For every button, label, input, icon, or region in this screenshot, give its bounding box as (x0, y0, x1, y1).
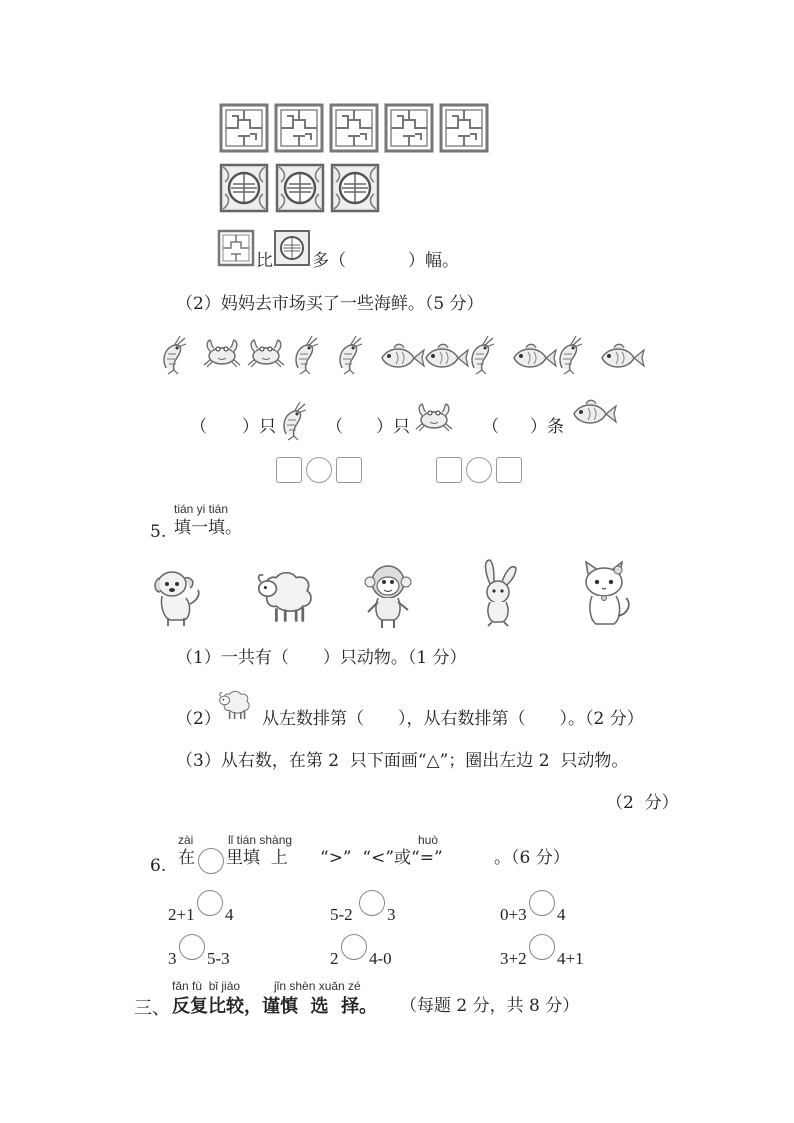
q6-zai: 在 (178, 848, 195, 868)
fish-icon (510, 340, 560, 376)
problem-left: 0+3 (500, 905, 527, 924)
shrimp-icon (466, 334, 506, 378)
shrimp-icon (554, 334, 594, 378)
q5-sub2-rest: 从左数排第（ ），从右数排第（ ）。（2 分） (262, 709, 644, 729)
fish-icon (378, 340, 428, 376)
problem-left: 5-2 (330, 905, 353, 924)
answer-box[interactable] (336, 457, 362, 483)
monkey-icon (360, 560, 424, 632)
answer-circle[interactable] (529, 934, 555, 960)
fish-icon (598, 340, 648, 376)
seafood-row (158, 334, 658, 380)
round-lattice-icon (220, 164, 380, 214)
shrimp-icon (334, 334, 374, 378)
answer-circle[interactable] (359, 890, 385, 916)
q5-title: 填一填。 (174, 518, 242, 538)
sheep-icon (250, 560, 314, 632)
q5-sub3: （3）从右数，在第 2 只下面画“△”；圈出左边 2 只动物。 (176, 751, 629, 771)
q6-number: 6. (150, 856, 167, 876)
square-lattice-icon (220, 104, 490, 154)
example-circle (198, 848, 224, 874)
lattice-row-round (220, 164, 380, 214)
q6-pinyin-zai: zài (178, 833, 194, 847)
answer-box[interactable] (496, 457, 522, 483)
compare-circle[interactable] (306, 457, 332, 483)
fish-count-close: ）条 (530, 417, 564, 437)
sheep-icon (216, 688, 262, 726)
problem-right: 4+1 (557, 949, 584, 968)
q6-pinyin-li: lǐ tián shàng (228, 833, 293, 847)
problem-right: 4-0 (369, 949, 392, 968)
q6-symbols: “>” “<”或“=” (320, 848, 443, 868)
section3-pinyin-jinshen: jǐn shèn xuǎn zé (274, 979, 361, 993)
q6-problems (168, 888, 608, 968)
q6-score: 。（6 分） (494, 848, 570, 868)
q5-sub2-prefix: （2） (176, 709, 221, 729)
crab-icon (202, 334, 242, 378)
section3-title: 反复比较，谨慎 选 择。 (172, 996, 378, 1017)
cat-icon (574, 560, 638, 632)
problem-left: 3 (168, 949, 177, 968)
seafood-count-line (190, 396, 640, 440)
problem-left: 3+2 (500, 949, 527, 968)
compare-problem (168, 932, 318, 968)
q5-pinyin: tián yi tián (174, 502, 229, 516)
compare-box-group-1 (276, 457, 366, 485)
section3-score: （每题 2 分，共 8 分） (400, 996, 580, 1016)
section3-number: 三、 (134, 998, 170, 1019)
compare-problem (330, 888, 480, 924)
fish-icon (570, 396, 620, 432)
crab-count-open: （ (326, 417, 343, 437)
answer-circle[interactable] (529, 890, 555, 916)
compare-end-text: ）幅。 (408, 251, 459, 271)
crab-icon (246, 334, 286, 378)
compare-bi-text: 比 (256, 251, 273, 271)
section3-pinyin-fanfu: fǎn fù bǐ jiào (172, 979, 241, 993)
crab-icon (414, 398, 454, 432)
shrimp-count-open: （ (190, 417, 207, 437)
shrimp-count-close: ）只 (242, 417, 276, 437)
compare-line (218, 230, 518, 270)
problem-right: 3 (387, 905, 396, 924)
problem-right: 4 (225, 905, 234, 924)
q5-sub3-score: （2 分） (606, 793, 679, 813)
shrimp-icon (278, 400, 308, 440)
fish-count-open: （ (482, 417, 499, 437)
q6-pinyin-huo: huò (418, 833, 439, 847)
problem-right: 4 (557, 905, 566, 924)
compare-problem (500, 888, 650, 924)
answer-box[interactable] (436, 457, 462, 483)
answer-circle[interactable] (341, 934, 367, 960)
animal-row (150, 560, 670, 636)
compare-circle[interactable] (466, 457, 492, 483)
problem-left: 2+1 (168, 905, 195, 924)
problem-left: 2 (330, 949, 339, 968)
shrimp-icon (290, 334, 330, 378)
square-lattice-icon (218, 230, 254, 266)
round-lattice-icon (274, 230, 310, 266)
compare-problem (168, 888, 318, 924)
q5-sub1: （1）一共有（ ）只动物。（1 分） (176, 648, 467, 668)
q5-number: 5. (150, 522, 167, 542)
q5-sub2-line (176, 688, 696, 728)
fish-icon (422, 340, 472, 376)
lattice-row-square (220, 104, 490, 154)
rabbit-icon (470, 560, 534, 632)
answer-circle[interactable] (179, 934, 205, 960)
compare-box-group-2 (436, 457, 526, 485)
compare-problem (330, 932, 480, 968)
shrimp-icon (158, 334, 198, 378)
compare-problem (500, 932, 650, 968)
crab-count-close: ）只 (376, 417, 410, 437)
answer-box[interactable] (276, 457, 302, 483)
dog-icon (150, 560, 214, 632)
problem-right: 5-3 (207, 949, 230, 968)
q6-li-tian-shang: 里填 上 (226, 848, 288, 868)
q2-title: （2）妈妈去市场买了一些海鲜。（5 分） (176, 294, 484, 314)
answer-circle[interactable] (197, 890, 223, 916)
compare-duo-text: 多（ (312, 251, 346, 271)
